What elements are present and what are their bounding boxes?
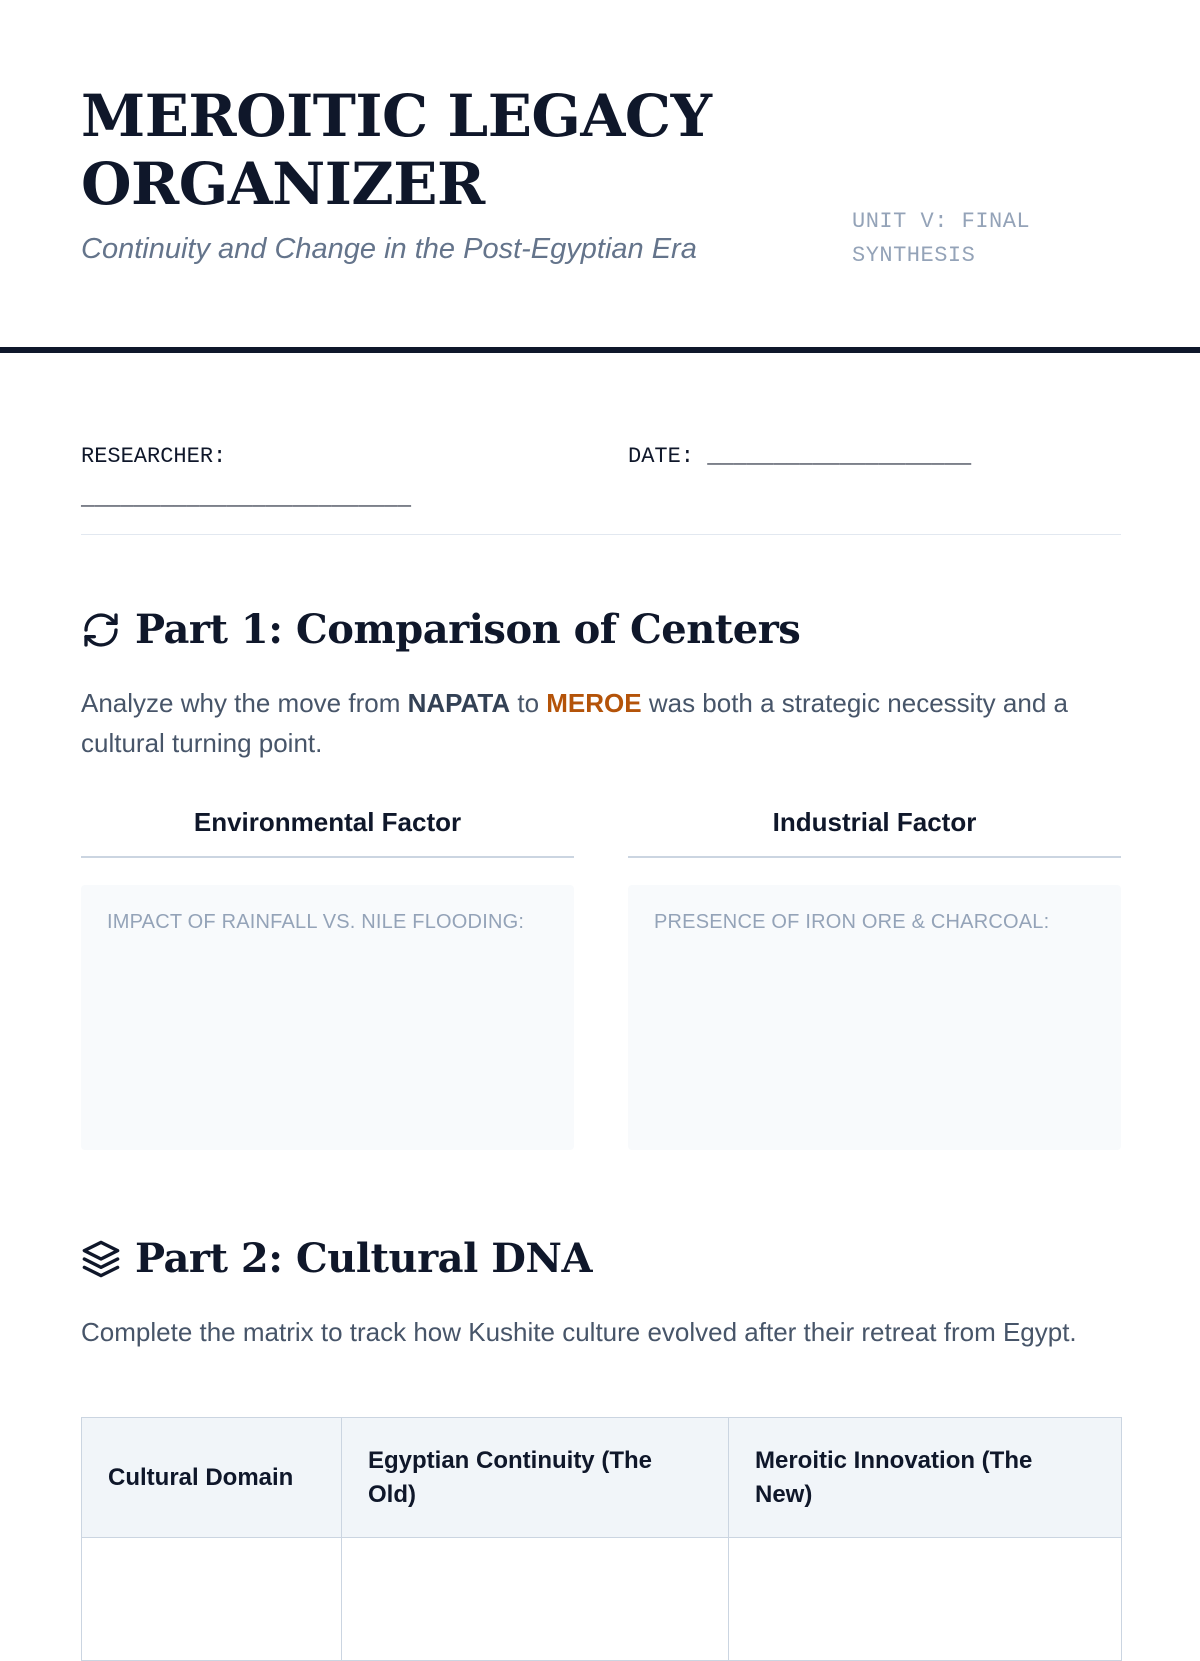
part1-instruction xyxy=(81,683,1121,763)
title-line-2: ORGANIZER xyxy=(81,150,485,218)
unit-line-1: UNIT V: FINAL xyxy=(852,209,1031,234)
environmental-factor-heading: Environmental Factor xyxy=(81,800,574,858)
page-title xyxy=(81,82,781,218)
page-subtitle: Continuity and Change in the Post-Egyptian Era xyxy=(81,233,697,265)
unit-label xyxy=(852,205,1082,273)
environmental-factor-answer-box[interactable] xyxy=(81,885,574,1150)
part1-title: Part 1: Comparison of Centers xyxy=(135,606,801,653)
table-cell[interactable] xyxy=(729,1538,1122,1661)
date-blank[interactable]: ____________________ xyxy=(707,444,972,469)
cultural-dna-matrix xyxy=(81,1417,1122,1661)
napata-highlight: NAPATA xyxy=(407,688,511,718)
date-field[interactable] xyxy=(628,436,1028,478)
unit-line-2: SYNTHESIS xyxy=(852,243,976,268)
part1-instruction-start: Analyze why the move from xyxy=(81,688,408,718)
part1-heading xyxy=(81,605,800,655)
part2-instruction: Complete the matrix to track how Kushite culture evolved after their retreat from Egypt. xyxy=(81,1317,1077,1347)
industrial-factor-prompt: PRESENCE OF IRON ORE & CHARCOAL: xyxy=(654,911,1050,933)
part1-instruction-end: was both a strategic necessity and a cultural turning point. xyxy=(81,688,1068,758)
worksheet-meta xyxy=(81,436,1121,535)
column-header-cultural-domain: Cultural Domain xyxy=(82,1418,342,1538)
meroe-highlight: MEROE xyxy=(546,688,642,718)
researcher-field[interactable] xyxy=(81,436,441,520)
table-row xyxy=(82,1538,1122,1661)
part1-instruction-mid: to xyxy=(510,688,547,718)
researcher-blank[interactable]: _________________________ xyxy=(81,486,412,511)
researcher-label: RESEARCHER: xyxy=(81,444,227,469)
industrial-factor-heading: Industrial Factor xyxy=(628,800,1121,858)
layers-icon xyxy=(81,1239,121,1279)
part2-title: Part 2: Cultural DNA xyxy=(135,1235,592,1282)
part2-heading xyxy=(81,1234,592,1284)
worksheet-header xyxy=(0,0,1200,353)
refresh-icon xyxy=(81,610,121,650)
column-header-meroitic-innovation: Meroitic Innovation (The New) xyxy=(729,1418,1122,1538)
table-cell[interactable] xyxy=(342,1538,729,1661)
environmental-factor-prompt: IMPACT OF RAINFALL VS. NILE FLOODING: xyxy=(107,911,525,933)
table-cell[interactable] xyxy=(82,1538,342,1661)
column-header-egyptian-continuity: Egyptian Continuity (The Old) xyxy=(342,1418,729,1538)
title-line-1: MEROITIC LEGACY xyxy=(81,82,712,150)
industrial-factor-answer-box[interactable] xyxy=(628,885,1121,1150)
date-label: DATE: xyxy=(628,444,695,469)
table-header-row xyxy=(82,1418,1122,1538)
